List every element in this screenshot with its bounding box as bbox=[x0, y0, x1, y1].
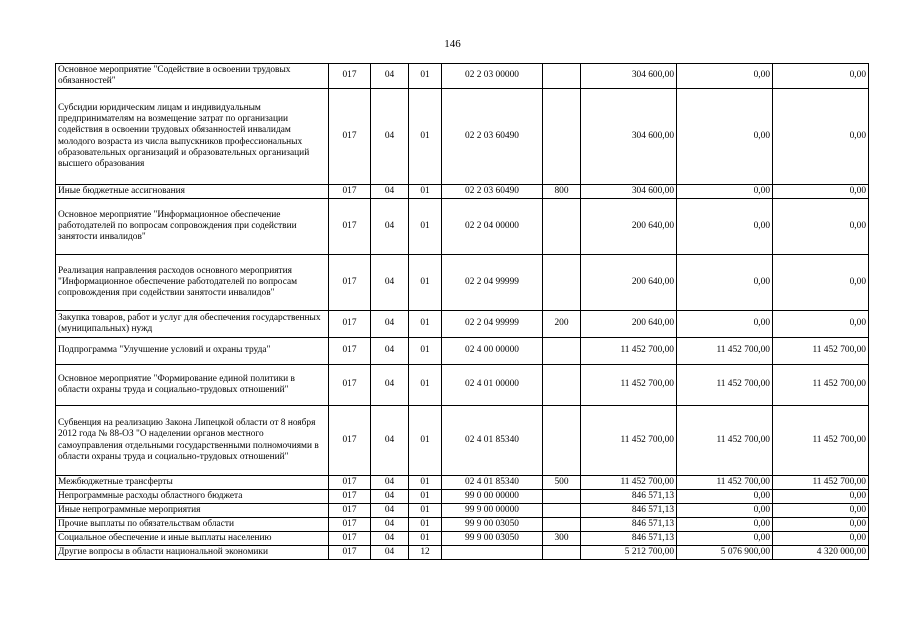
subsection-code: 01 bbox=[409, 185, 442, 199]
section-code: 04 bbox=[371, 185, 409, 199]
amount-year-2: 0,00 bbox=[677, 532, 773, 546]
row-name: Реализация направления расходов основного мероприятия "Информационное обеспечение работодателей по вопросам сопровождения при содействии занятости инвалидов" bbox=[56, 255, 329, 311]
row-name: Подпрограмма "Улучшение условий и охраны труда" bbox=[56, 338, 329, 365]
table-row bbox=[56, 64, 869, 89]
amount-year-3: 0,00 bbox=[773, 311, 869, 338]
target-article-code: 99 0 00 00000 bbox=[442, 490, 543, 504]
ved-code: 017 bbox=[329, 199, 371, 255]
expense-type-code bbox=[543, 64, 581, 89]
amount-year-1: 304 600,00 bbox=[581, 64, 677, 89]
amount-year-1: 846 571,13 bbox=[581, 518, 677, 532]
ved-code: 017 bbox=[329, 532, 371, 546]
amount-year-3: 0,00 bbox=[773, 199, 869, 255]
table-row bbox=[56, 365, 869, 406]
amount-year-1: 11 452 700,00 bbox=[581, 406, 677, 476]
amount-year-2: 0,00 bbox=[677, 64, 773, 89]
expense-type-code bbox=[543, 89, 581, 185]
expense-type-code bbox=[543, 546, 581, 560]
amount-year-2: 11 452 700,00 bbox=[677, 476, 773, 490]
row-name: Социальное обеспечение и иные выплаты населению bbox=[56, 532, 329, 546]
subsection-code: 01 bbox=[409, 89, 442, 185]
ved-code: 017 bbox=[329, 311, 371, 338]
expense-type-code bbox=[543, 365, 581, 406]
amount-year-1: 11 452 700,00 bbox=[581, 365, 677, 406]
row-name: Закупка товаров, работ и услуг для обеспечения государственных (муниципальных) нужд bbox=[56, 311, 329, 338]
amount-year-1: 846 571,13 bbox=[581, 490, 677, 504]
table-row bbox=[56, 518, 869, 532]
ved-code: 017 bbox=[329, 518, 371, 532]
amount-year-3: 0,00 bbox=[773, 490, 869, 504]
amount-year-2: 0,00 bbox=[677, 518, 773, 532]
row-name: Межбюджетные трансферты bbox=[56, 476, 329, 490]
target-article-code: 99 9 00 03050 bbox=[442, 532, 543, 546]
section-code: 04 bbox=[371, 490, 409, 504]
section-code: 04 bbox=[371, 406, 409, 476]
amount-year-2: 0,00 bbox=[677, 255, 773, 311]
section-code: 04 bbox=[371, 89, 409, 185]
subsection-code: 01 bbox=[409, 490, 442, 504]
amount-year-2: 0,00 bbox=[677, 504, 773, 518]
target-article-code: 02 4 01 85340 bbox=[442, 476, 543, 490]
target-article-code: 99 9 00 00000 bbox=[442, 504, 543, 518]
subsection-code: 01 bbox=[409, 311, 442, 338]
expense-type-code bbox=[543, 490, 581, 504]
row-name: Субсидии юридическим лицам и индивидуальным предпринимателям на возмещение затрат по организации содействия в освоении трудовых обязанностей инвалидам молодого возраста из числа выпускников профессиональных образовательных организаций и образовательных организаций высшего образования bbox=[56, 89, 329, 185]
amount-year-3: 11 452 700,00 bbox=[773, 365, 869, 406]
row-name: Субвенция на реализацию Закона Липецкой области от 8 ноября 2012 года № 88-ОЗ "О наделении органов местного самоуправления отдельными государственными полномочиями в области охраны труда и социально-трудовых отношений" bbox=[56, 406, 329, 476]
row-name: Непрограммные расходы областного бюджета bbox=[56, 490, 329, 504]
ved-code: 017 bbox=[329, 338, 371, 365]
amount-year-1: 11 452 700,00 bbox=[581, 338, 677, 365]
ved-code: 017 bbox=[329, 64, 371, 89]
amount-year-2: 0,00 bbox=[677, 199, 773, 255]
ved-code: 017 bbox=[329, 476, 371, 490]
amount-year-1: 200 640,00 bbox=[581, 255, 677, 311]
amount-year-1: 5 212 700,00 bbox=[581, 546, 677, 560]
amount-year-3: 0,00 bbox=[773, 518, 869, 532]
amount-year-3: 4 320 000,00 bbox=[773, 546, 869, 560]
target-article-code: 02 2 03 60490 bbox=[442, 185, 543, 199]
amount-year-2: 0,00 bbox=[677, 490, 773, 504]
ved-code: 017 bbox=[329, 185, 371, 199]
expense-type-code: 200 bbox=[543, 311, 581, 338]
expense-type-code: 800 bbox=[543, 185, 581, 199]
table-row bbox=[56, 199, 869, 255]
subsection-code: 01 bbox=[409, 64, 442, 89]
table-row bbox=[56, 311, 869, 338]
ved-code: 017 bbox=[329, 89, 371, 185]
subsection-code: 01 bbox=[409, 504, 442, 518]
section-code: 04 bbox=[371, 365, 409, 406]
target-article-code: 02 4 00 00000 bbox=[442, 338, 543, 365]
section-code: 04 bbox=[371, 504, 409, 518]
section-code: 04 bbox=[371, 199, 409, 255]
amount-year-3: 0,00 bbox=[773, 185, 869, 199]
table-row bbox=[56, 255, 869, 311]
row-name: Иные непрограммные мероприятия bbox=[56, 504, 329, 518]
expense-type-code bbox=[543, 255, 581, 311]
expense-type-code bbox=[543, 199, 581, 255]
amount-year-1: 200 640,00 bbox=[581, 199, 677, 255]
amount-year-1: 846 571,13 bbox=[581, 532, 677, 546]
row-name: Основное мероприятие "Формирование единой политики в области охраны труда и социально-трудовых отношений" bbox=[56, 365, 329, 406]
subsection-code: 01 bbox=[409, 199, 442, 255]
subsection-code: 01 bbox=[409, 365, 442, 406]
target-article-code: 02 2 03 00000 bbox=[442, 64, 543, 89]
page-number: 146 bbox=[444, 38, 461, 50]
section-code: 04 bbox=[371, 546, 409, 560]
section-code: 04 bbox=[371, 518, 409, 532]
amount-year-2: 0,00 bbox=[677, 89, 773, 185]
amount-year-3: 0,00 bbox=[773, 255, 869, 311]
amount-year-2: 11 452 700,00 bbox=[677, 338, 773, 365]
expense-type-code bbox=[543, 406, 581, 476]
section-code: 04 bbox=[371, 311, 409, 338]
target-article-code: 02 4 01 00000 bbox=[442, 365, 543, 406]
subsection-code: 12 bbox=[409, 546, 442, 560]
expense-type-code bbox=[543, 504, 581, 518]
subsection-code: 01 bbox=[409, 406, 442, 476]
amount-year-1: 11 452 700,00 bbox=[581, 476, 677, 490]
target-article-code: 02 4 01 85340 bbox=[442, 406, 543, 476]
table-row bbox=[56, 532, 869, 546]
amount-year-2: 11 452 700,00 bbox=[677, 406, 773, 476]
ved-code: 017 bbox=[329, 255, 371, 311]
table-row bbox=[56, 504, 869, 518]
table-row bbox=[56, 490, 869, 504]
row-name: Иные бюджетные ассигнования bbox=[56, 185, 329, 199]
table-row bbox=[56, 546, 869, 560]
amount-year-2: 0,00 bbox=[677, 311, 773, 338]
amount-year-3: 11 452 700,00 bbox=[773, 338, 869, 365]
table-row bbox=[56, 89, 869, 185]
section-code: 04 bbox=[371, 255, 409, 311]
target-article-code bbox=[442, 546, 543, 560]
target-article-code: 02 2 04 99999 bbox=[442, 255, 543, 311]
amount-year-3: 11 452 700,00 bbox=[773, 476, 869, 490]
amount-year-1: 200 640,00 bbox=[581, 311, 677, 338]
section-code: 04 bbox=[371, 532, 409, 546]
target-article-code: 99 9 00 03050 bbox=[442, 518, 543, 532]
amount-year-1: 304 600,00 bbox=[581, 89, 677, 185]
section-code: 04 bbox=[371, 476, 409, 490]
amount-year-3: 0,00 bbox=[773, 504, 869, 518]
expense-type-code: 300 bbox=[543, 532, 581, 546]
amount-year-1: 304 600,00 bbox=[581, 185, 677, 199]
amount-year-3: 0,00 bbox=[773, 532, 869, 546]
amount-year-2: 0,00 bbox=[677, 185, 773, 199]
row-name: Прочие выплаты по обязательствам области bbox=[56, 518, 329, 532]
table-row bbox=[56, 185, 869, 199]
budget-table bbox=[55, 63, 869, 560]
amount-year-2: 5 076 900,00 bbox=[677, 546, 773, 560]
ved-code: 017 bbox=[329, 546, 371, 560]
row-name: Другие вопросы в области национальной экономики bbox=[56, 546, 329, 560]
subsection-code: 01 bbox=[409, 518, 442, 532]
expense-type-code bbox=[543, 338, 581, 365]
amount-year-3: 0,00 bbox=[773, 89, 869, 185]
section-code: 04 bbox=[371, 338, 409, 365]
amount-year-2: 11 452 700,00 bbox=[677, 365, 773, 406]
ved-code: 017 bbox=[329, 504, 371, 518]
amount-year-3: 0,00 bbox=[773, 64, 869, 89]
subsection-code: 01 bbox=[409, 476, 442, 490]
ved-code: 017 bbox=[329, 365, 371, 406]
row-name: Основное мероприятие "Содействие в освоении трудовых обязанностей" bbox=[56, 64, 329, 89]
table-row bbox=[56, 476, 869, 490]
table-row bbox=[56, 338, 869, 365]
section-code: 04 bbox=[371, 64, 409, 89]
target-article-code: 02 2 03 60490 bbox=[442, 89, 543, 185]
expense-type-code bbox=[543, 518, 581, 532]
subsection-code: 01 bbox=[409, 532, 442, 546]
target-article-code: 02 2 04 99999 bbox=[442, 311, 543, 338]
ved-code: 017 bbox=[329, 490, 371, 504]
expense-type-code: 500 bbox=[543, 476, 581, 490]
subsection-code: 01 bbox=[409, 338, 442, 365]
amount-year-3: 11 452 700,00 bbox=[773, 406, 869, 476]
subsection-code: 01 bbox=[409, 255, 442, 311]
ved-code: 017 bbox=[329, 406, 371, 476]
table-row bbox=[56, 406, 869, 476]
amount-year-1: 846 571,13 bbox=[581, 504, 677, 518]
row-name: Основное мероприятие "Информационное обеспечение работодателей по вопросам сопровождения при содействии занятости инвалидов" bbox=[56, 199, 329, 255]
target-article-code: 02 2 04 00000 bbox=[442, 199, 543, 255]
